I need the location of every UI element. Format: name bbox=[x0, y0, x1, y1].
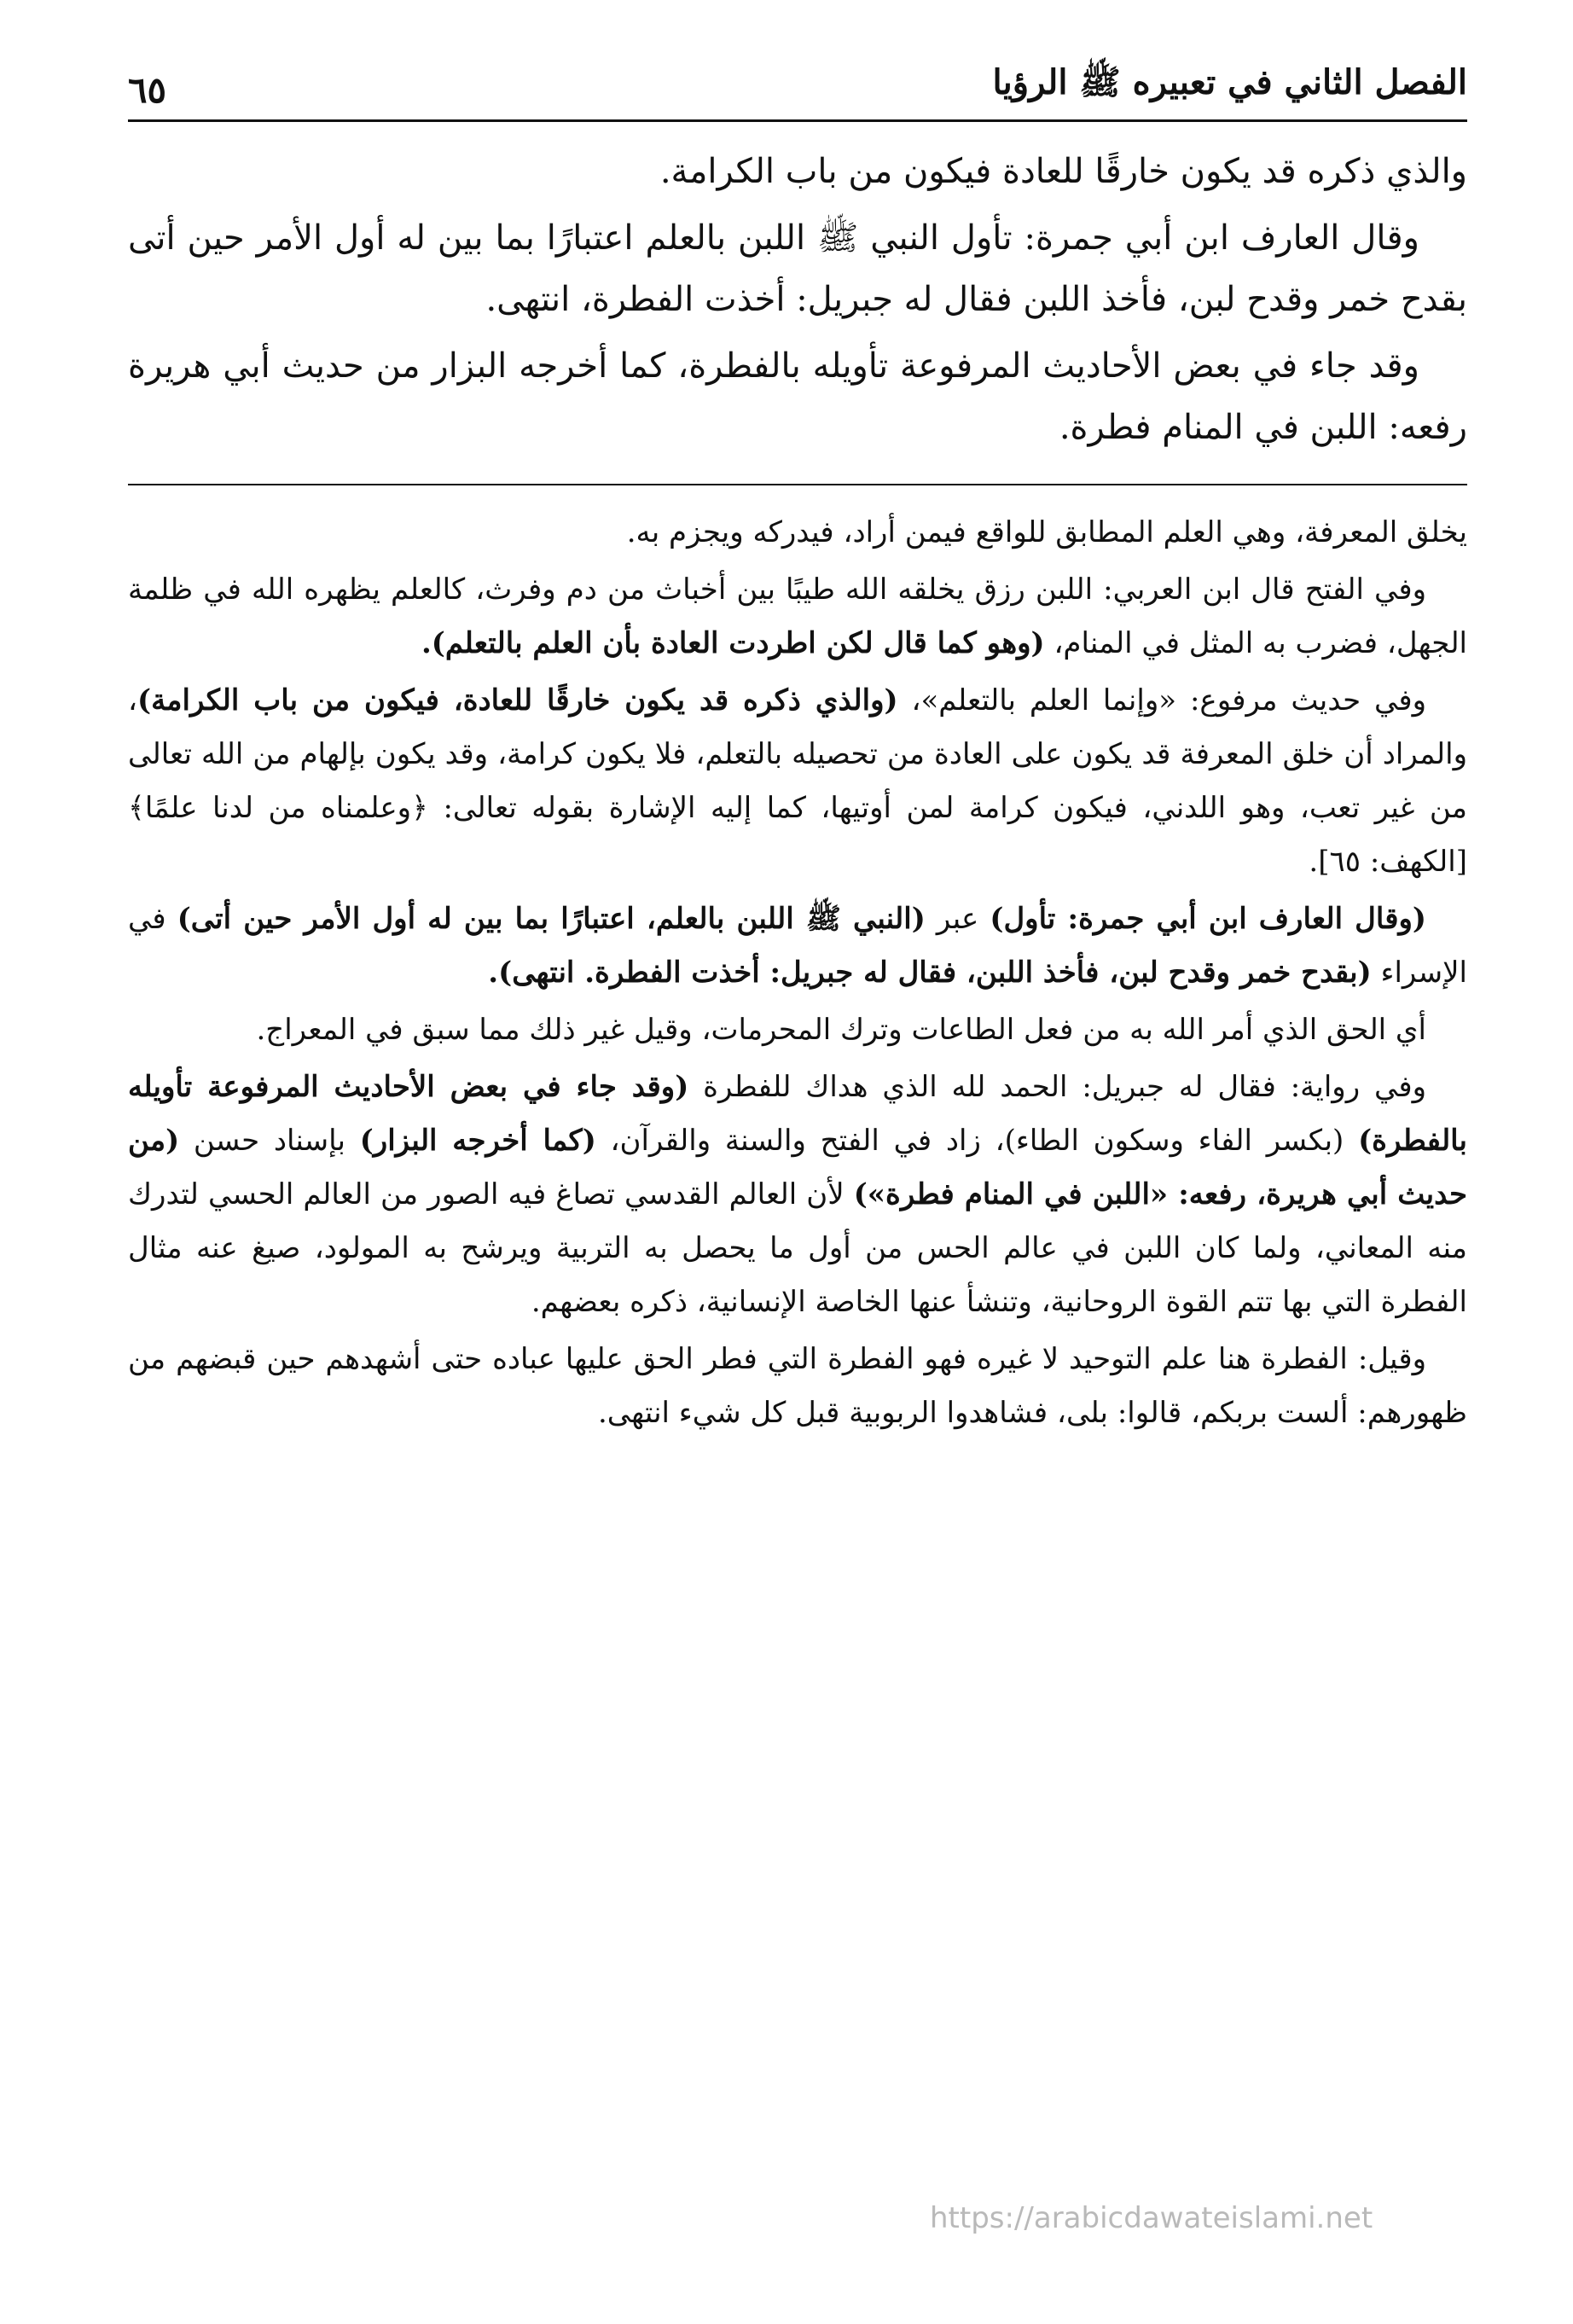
quoted-text: (وقال العارف ابن أبي جمرة: تأول) bbox=[990, 902, 1427, 936]
quoted-text: (بقدح خمر وقدح لبن، فأخذ اللبن، فقال له جبريل: أخذت الفطرة. انتهى). bbox=[488, 956, 1372, 990]
commentary-text: وفي رواية: فقال له جبريل: الحمد لله الذي هداك للفطرة bbox=[688, 1070, 1426, 1104]
commentary-text: ، والمراد أن خلق المعرفة قد يكون على العادة من تحصيله بالتعلم، فلا يكون كرامة، وقد يكون بإلهام من الله تعالى من غير تعب، وهو اللدني، فيكون كرامة لمن أوتيها، كما إليه الإشارة بقوله تعالى: ﴿وعلمناه من لدنا علمًا﴾ [الكهف: ٦٥]. bbox=[128, 683, 1467, 879]
footnote-divider bbox=[128, 484, 1467, 485]
commentary-paragraph bbox=[128, 563, 1467, 671]
commentary bbox=[128, 506, 1467, 1440]
main-paragraph: وقد جاء في بعض الأحاديث المرفوعة تأويله بالفطرة، كما أخرجه البزار من حديث أبي هريرة رفعه: اللبن في المنام فطرة. bbox=[128, 346, 1467, 447]
quoted-text: (وقد جاء في بعض الأحاديث المرفوعة تأويله بالفطرة) bbox=[128, 1070, 1467, 1158]
commentary-text: في الإسراء bbox=[128, 902, 1467, 990]
commentary-text: لأن العالم القدسي تصاغ فيه الصور من العالم الحسي لتدرك منه المعاني، ولما كان اللبن في عالم الحس من أول ما يحصل به التربية ويرشح به المولود، صيغ عنه مثال الفطرة التي بها تتم القوة الروحانية، وتنشأ عنها الخاصة الإنسانية، ذكره بعضهم. bbox=[128, 1177, 1468, 1319]
commentary-paragraph bbox=[128, 674, 1467, 889]
commentary-paragraph: أي الحق الذي أمر الله به من فعل الطاعات وترك المحرمات، وقيل غير ذلك مما سبق في المعراج. bbox=[256, 1013, 1426, 1047]
quoted-text: (وهو كما قال لكن اطردت العادة بأن العلم بالتعلم). bbox=[421, 626, 1045, 660]
page-header bbox=[128, 43, 1467, 122]
quoted-text: (كما أخرجه البزار) bbox=[359, 1124, 596, 1158]
main-paragraph: والذي ذكره قد يكون خارقًا للعادة فيكون من باب الكرامة. bbox=[659, 152, 1467, 191]
watermark-url: https://arabicdawateislami.net bbox=[930, 2201, 1373, 2235]
commentary-paragraph: وقيل: الفطرة هنا علم التوحيد لا غيره فهو الفطرة التي فطر الحق عليها عباده حتى أشهدهم حين قبضهم من ظهورهم: ألست بربكم، قالوا: بلى، فشاهدوا الربوبية قبل كل شيء انتهى. bbox=[128, 1342, 1467, 1430]
commentary-text: (بكسر الفاء وسكون الطاء)، زاد في الفتح والسنة والقرآن، bbox=[595, 1124, 1359, 1158]
main-text bbox=[128, 141, 1467, 458]
page-number: ٦٥ bbox=[128, 69, 167, 111]
commentary-text: عبر bbox=[925, 902, 990, 936]
commentary-paragraph: يخلق المعرفة، وهي العلم المطابق للواقع فيمن أراد، فيدركه ويجزم به. bbox=[626, 515, 1467, 549]
commentary-text: بإسناد حسن bbox=[179, 1124, 360, 1158]
quoted-text: (من حديث أبي هريرة، رفعه: «اللبن في المنام فطرة») bbox=[128, 1124, 1467, 1211]
commentary-paragraph bbox=[128, 1060, 1467, 1329]
commentary-paragraph bbox=[128, 892, 1467, 1000]
book-page bbox=[128, 43, 1467, 2261]
main-paragraph: وقال العارف ابن أبي جمرة: تأول النبي ﷺ اللبن بالعلم اعتبارًا بما بين له أول الأمر حين أتى بقدح خمر وقدح لبن، فأخذ اللبن فقال له جبريل: أخذت الفطرة، انتهى. bbox=[128, 218, 1467, 319]
chapter-title: الفصل الثاني في تعبيره ﷺ الرؤيا bbox=[992, 62, 1467, 102]
quoted-text: (النبي ﷺ اللبن بالعلم، اعتبارًا بما بين له أول الأمر حين أتى) bbox=[177, 902, 926, 936]
commentary-text: وفي الفتح قال ابن العربي: اللبن رزق يخلقه الله طيبًا بين أخباث من دم وفرث، كالعلم يظهره الله في ظلمة الجهل، فضرب به المثل في المنام، bbox=[128, 572, 1467, 660]
quoted-text: (والذي ذكره قد يكون خارقًا للعادة، فيكون من باب الكرامة) bbox=[136, 683, 898, 718]
commentary-text: وفي حديث مرفوع: «وإنما العلم بالتعلم»، bbox=[897, 683, 1426, 718]
